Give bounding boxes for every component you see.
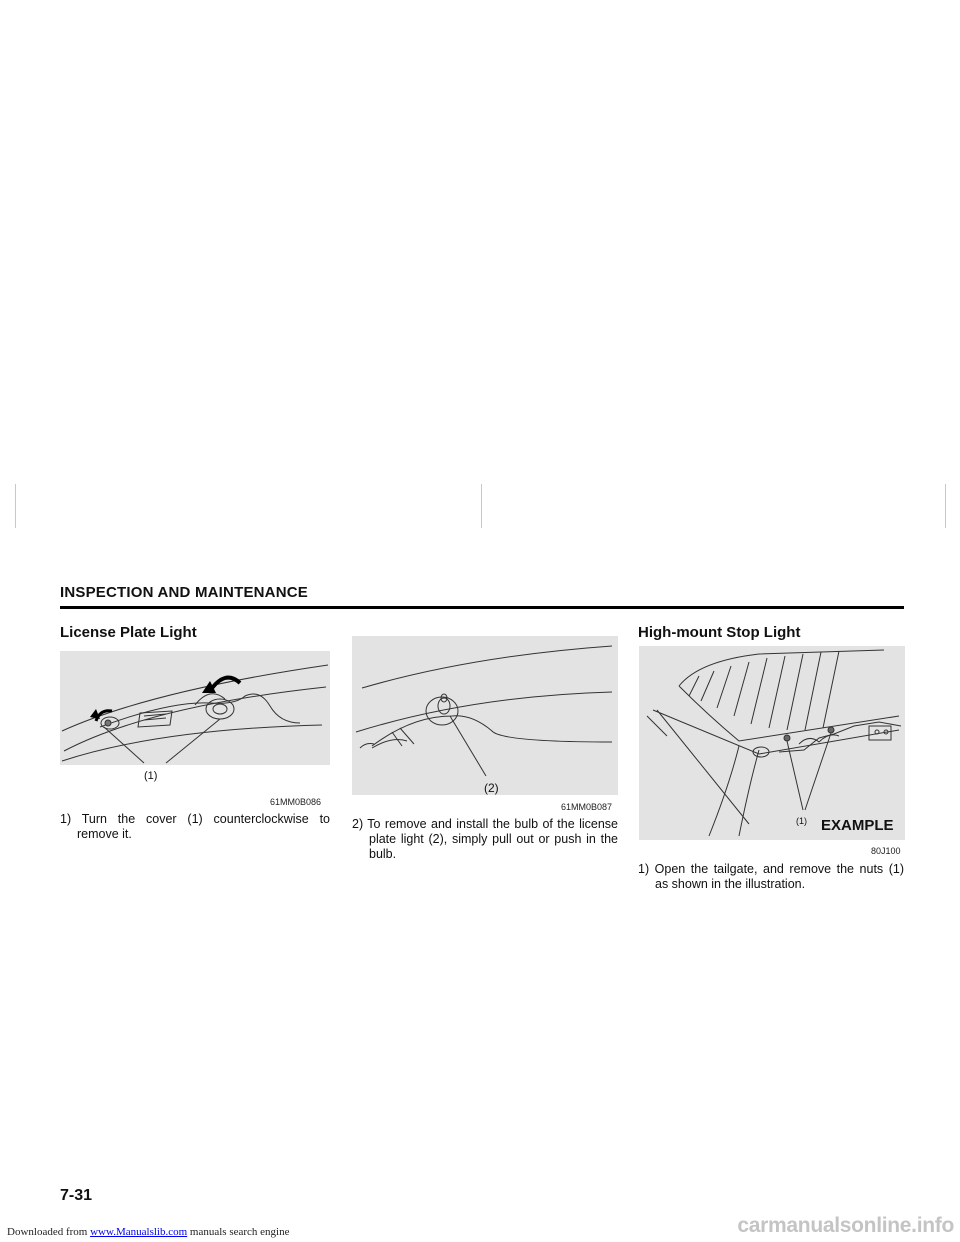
footer-suffix: manuals search engine: [189, 1226, 290, 1238]
watermark: carmanualsonline.info: [737, 1214, 954, 1237]
license-plate-bulb-figure: [352, 636, 618, 795]
crop-mark: [945, 484, 946, 528]
license-plate-bulb-illustration: [352, 636, 618, 795]
example-badge: EXAMPLE: [821, 817, 894, 834]
tailgate-illustration: [639, 646, 905, 840]
figure-callout: (1): [796, 816, 807, 826]
step-text: 1) Turn the cover (1) counterclockwise to remove it.: [60, 812, 330, 841]
high-mount-stop-light-title: High-mount Stop Light: [638, 624, 801, 641]
figure-callout: (2): [484, 781, 499, 795]
license-plate-light-title: License Plate Light: [60, 624, 197, 641]
step-text: 1) Open the tailgate, and remove the nuts (1) as shown in the illustration.: [638, 862, 904, 891]
download-footer: [7, 1226, 289, 1238]
manualslib-link[interactable]: www.Manualslib.com: [90, 1226, 188, 1238]
crop-mark: [481, 484, 482, 528]
figure-code: 80J100: [871, 846, 901, 856]
license-plate-cover-illustration: [60, 651, 330, 765]
figure-code: 61MM0B087: [561, 802, 613, 812]
page-number: 7-31: [60, 1187, 93, 1204]
crop-mark: [15, 484, 16, 528]
section-title: INSPECTION AND MAINTENANCE: [60, 584, 308, 601]
footer-prefix: Downloaded from: [7, 1226, 88, 1238]
header-rule: [60, 606, 904, 609]
license-plate-cover-figure: [60, 651, 330, 765]
figure-callout: (1): [144, 770, 158, 782]
step-text: 2) To remove and install the bulb of the license plate light (2), simply pull out or push in the bulb.: [352, 817, 618, 861]
high-mount-stop-light-figure: [639, 646, 905, 840]
figure-code: 61MM0B086: [270, 797, 322, 807]
